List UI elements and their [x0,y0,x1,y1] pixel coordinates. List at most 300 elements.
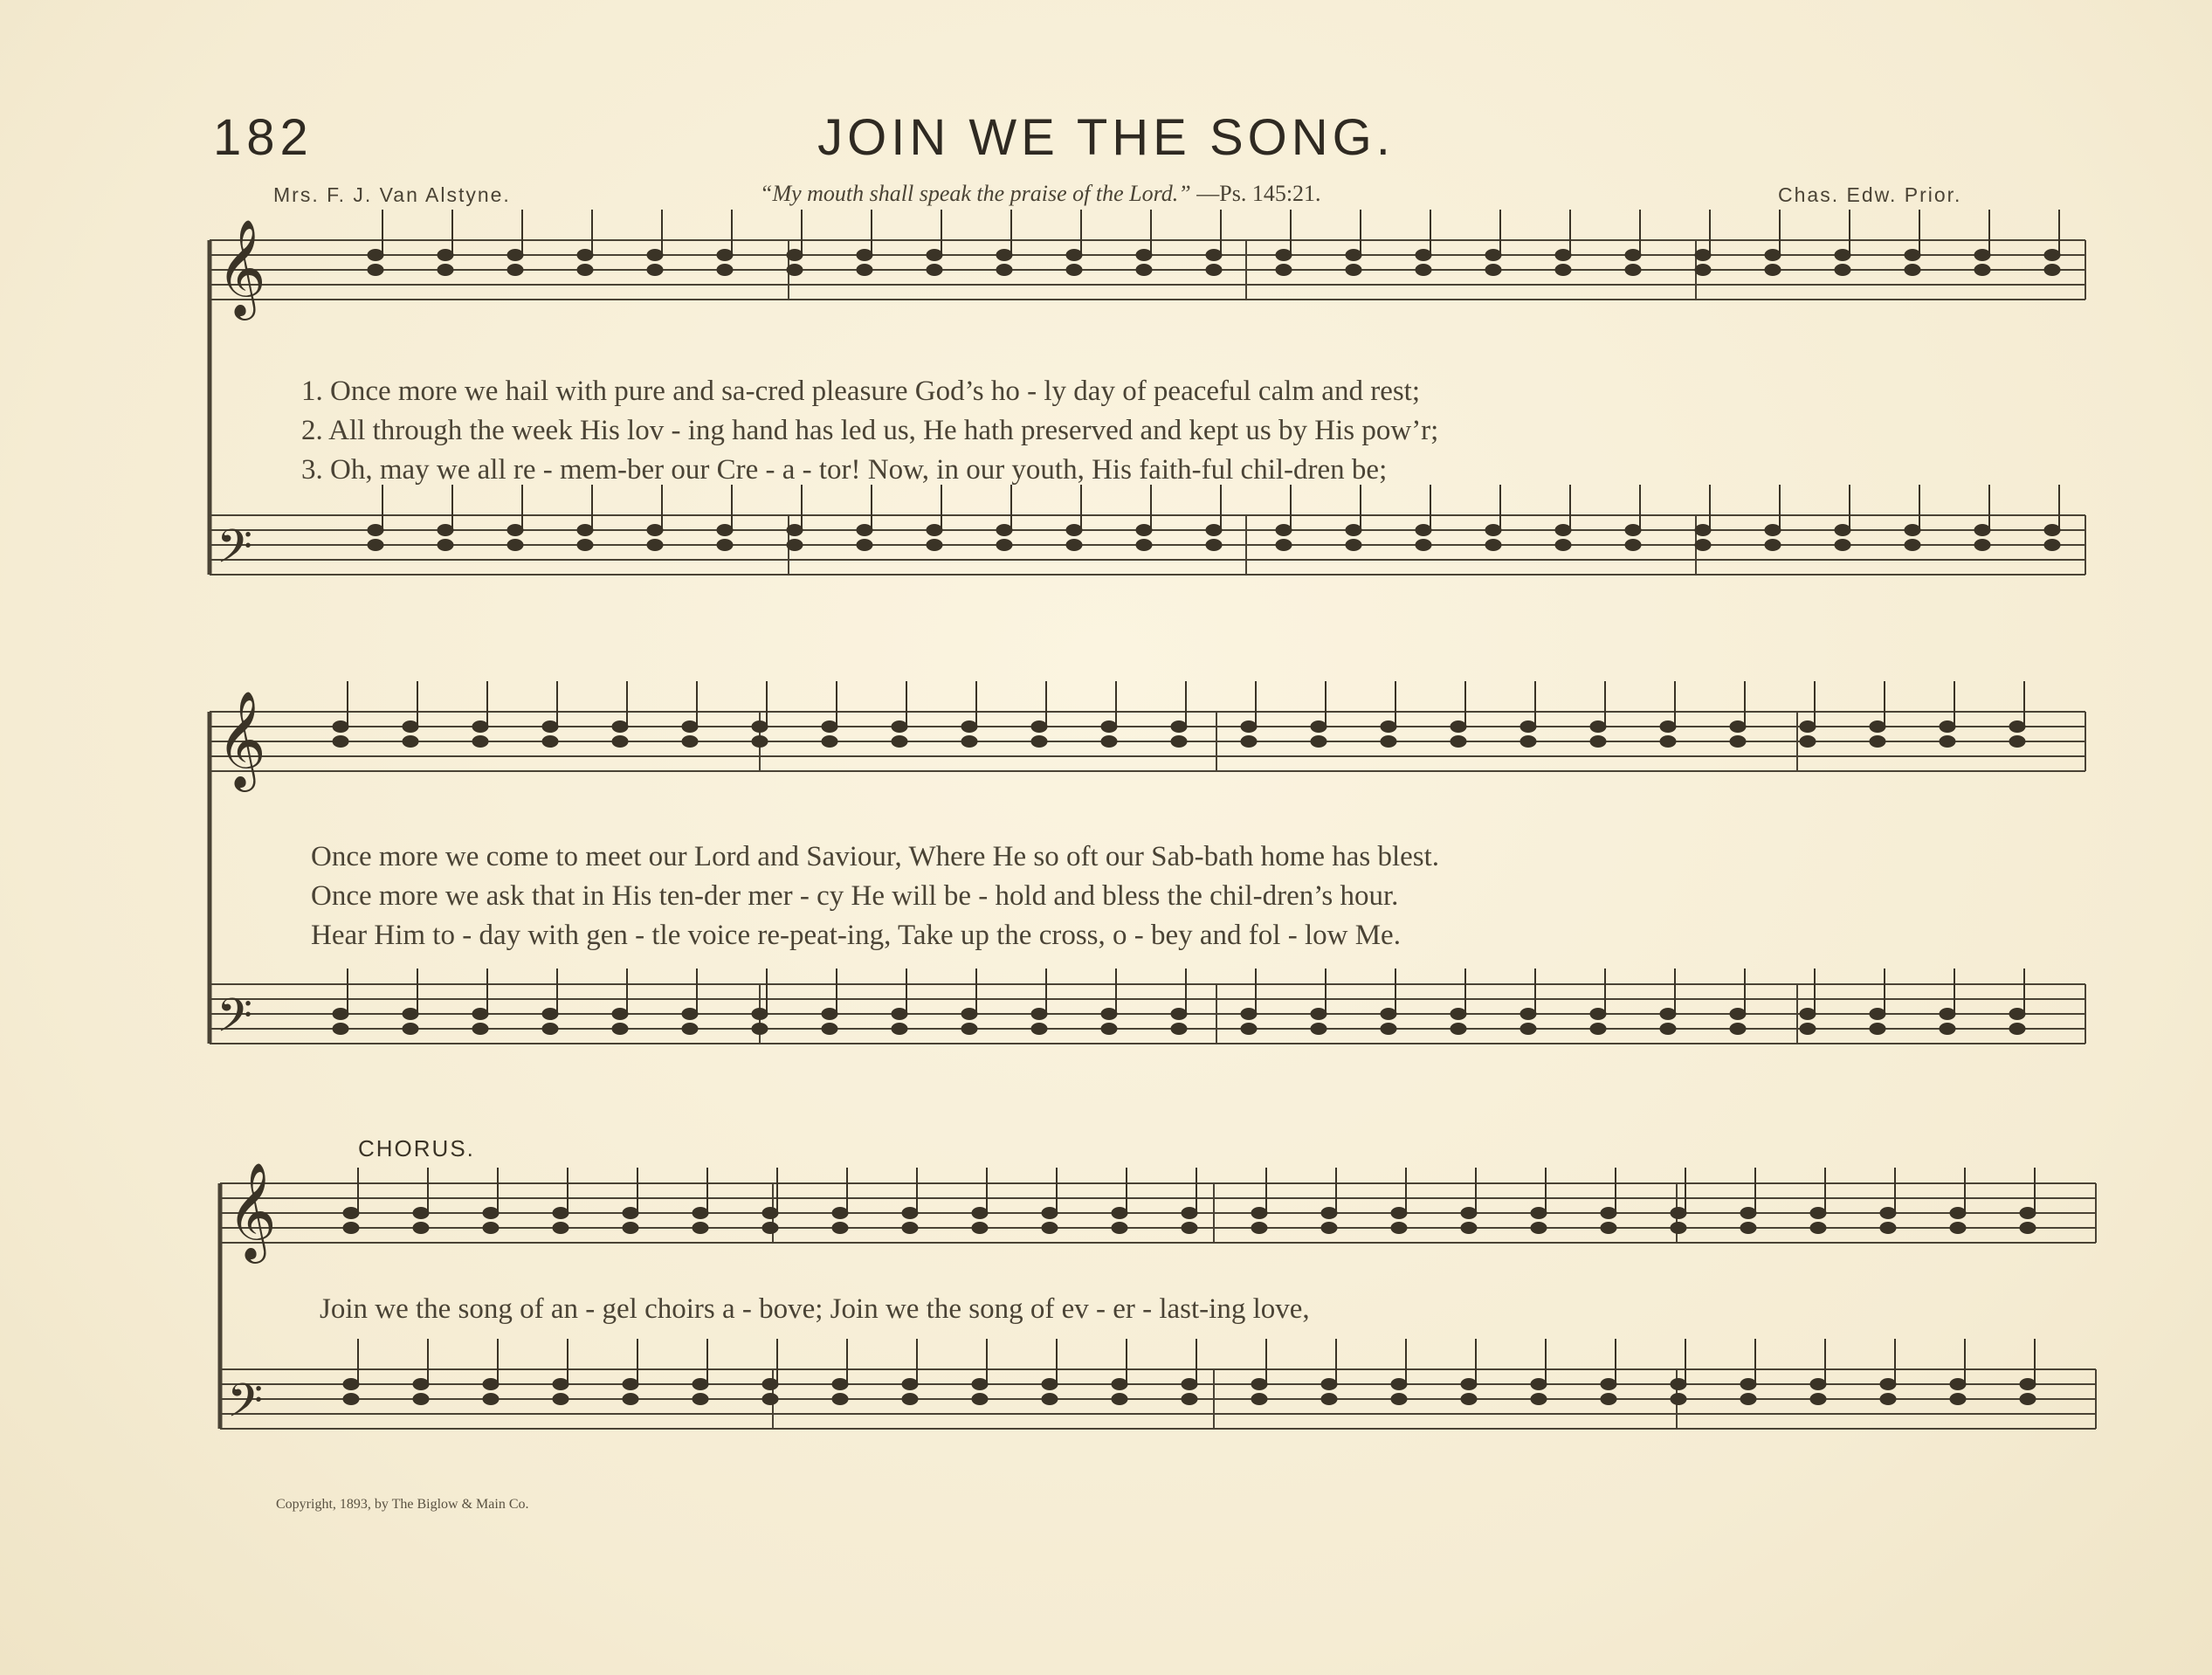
notehead [483,1394,499,1405]
notehead [1136,525,1152,536]
bass-clef: 𝄢 [217,989,253,1054]
notehead [2009,1024,2025,1035]
notehead [1206,525,1222,536]
notehead [1182,1379,1197,1390]
notehead [647,265,663,276]
notehead [1531,1208,1547,1219]
notehead [1276,250,1292,261]
notehead [1695,265,1711,276]
notehead [623,1394,638,1405]
verse-2-line-2: Once more we ask that in His ten-der mer - cy He will be - hold and bless the chil-dren’s hour. [311,880,1399,912]
notehead [438,250,453,261]
chorus-line-1: Join we the song of an - gel choirs a - bove; Join we the song of ev - er - last-ing love, [320,1293,1310,1325]
notehead [902,1208,918,1219]
notehead [717,540,733,551]
notehead [1810,1379,1826,1390]
copyright-notice: Copyright, 1893, by The Biglow & Main Co. [276,1497,529,1512]
notehead [1940,1009,1955,1020]
notehead [1461,1223,1477,1234]
notehead [1391,1223,1407,1234]
notehead [1671,1394,1686,1405]
notehead [577,540,593,551]
notehead [438,525,453,536]
notehead [1391,1379,1407,1390]
notehead [1800,736,1816,748]
notehead [1136,540,1152,551]
notehead [1321,1394,1337,1405]
notehead [403,736,418,748]
notehead [577,250,593,261]
notehead [1660,1009,1676,1020]
hymn-title: JOIN WE THE SONG. [817,109,1395,166]
notehead [472,1009,488,1020]
notehead [961,1024,977,1035]
notehead [1730,1024,1746,1035]
notehead [1206,265,1222,276]
notehead [2044,525,2060,536]
notehead [2009,721,2025,733]
notehead [1590,1024,1606,1035]
notehead [1810,1208,1826,1219]
notehead [2020,1208,2036,1219]
notehead [752,721,768,733]
notehead [787,250,803,261]
notehead [1660,736,1676,748]
verse-2-line-1: 2. All through the week His lov - ing hand has led us, He hath preserved and kept us by His pow’r; [301,415,1439,446]
notehead [1625,265,1641,276]
notehead [892,1024,907,1035]
notehead [787,265,803,276]
notehead [1042,1394,1058,1405]
notehead [832,1394,848,1405]
notehead [762,1394,778,1405]
notehead [927,265,942,276]
treble-clef: 𝄞 [227,1161,277,1259]
notehead [507,265,523,276]
notehead [832,1208,848,1219]
notehead [1625,250,1641,261]
notehead [1671,1208,1686,1219]
notehead [1660,1024,1676,1035]
notehead [472,1024,488,1035]
notehead [1601,1379,1616,1390]
notehead [1251,1394,1267,1405]
notehead [1451,1009,1466,1020]
notehead [996,540,1012,551]
notehead [333,1024,348,1035]
notehead [368,525,383,536]
notehead [1416,265,1431,276]
notehead [1451,1024,1466,1035]
notehead [822,1024,837,1035]
notehead [892,721,907,733]
notehead [1974,525,1990,536]
notehead [762,1379,778,1390]
notehead [892,736,907,748]
notehead [612,1009,628,1020]
notehead [1416,525,1431,536]
notehead [1182,1223,1197,1234]
notehead [1765,250,1781,261]
notehead [693,1223,708,1234]
notehead [1485,250,1501,261]
notehead [1171,1024,1187,1035]
notehead [1346,265,1361,276]
notehead [1066,525,1082,536]
notehead [1601,1223,1616,1234]
notehead [1031,1009,1047,1020]
notehead [623,1223,638,1234]
notehead [717,525,733,536]
notehead [1066,265,1082,276]
notehead [577,265,593,276]
notehead [927,540,942,551]
verse-3-line-1: 3. Oh, may we all re - mem-ber our Cre - a - tor! Now, in our youth, His faith-ful chil-dren be; [301,454,1388,486]
notehead [403,721,418,733]
notehead [1905,540,1920,551]
notehead [1671,1379,1686,1390]
notehead [1880,1208,1896,1219]
notehead [1311,736,1327,748]
notehead [1940,721,1955,733]
notehead [1740,1223,1756,1234]
notehead [1870,1009,1885,1020]
notehead [343,1379,359,1390]
notehead [1555,265,1571,276]
notehead [1950,1394,1966,1405]
notehead [1531,1379,1547,1390]
notehead [752,1024,768,1035]
notehead [1112,1379,1127,1390]
notehead [2020,1379,2036,1390]
notehead [1880,1394,1896,1405]
page-number: 182 [213,109,314,166]
notehead [972,1379,988,1390]
notehead [1346,525,1361,536]
notehead [1671,1223,1686,1234]
notehead [483,1379,499,1390]
notehead [1451,736,1466,748]
notehead [1101,721,1117,733]
notehead [1042,1208,1058,1219]
notehead [1800,1009,1816,1020]
notehead [1391,1394,1407,1405]
notehead [647,540,663,551]
notehead [1950,1379,1966,1390]
notehead [413,1223,429,1234]
notehead [438,540,453,551]
notehead [1555,525,1571,536]
notehead [1730,1009,1746,1020]
notehead [553,1379,569,1390]
notehead [333,736,348,748]
notehead [1974,540,1990,551]
notehead [1601,1394,1616,1405]
epigraph-quote: “My mouth shall speak the praise of the Lord.” [760,181,1191,206]
notehead [542,721,558,733]
notehead [857,250,872,261]
notehead [647,525,663,536]
notehead [1730,721,1746,733]
notehead [996,250,1012,261]
notehead [892,1009,907,1020]
notehead [693,1379,708,1390]
notehead [2044,250,2060,261]
notehead [972,1223,988,1234]
bass-clef: 𝄢 [227,1375,264,1439]
notehead [472,736,488,748]
notehead [413,1394,429,1405]
notehead [1870,736,1885,748]
notehead [2044,540,2060,551]
verse-1-line-2: Once more we come to meet our Lord and Saviour, Where He so oft our Sab-bath home has blest. [311,841,1440,872]
notehead [507,540,523,551]
notehead [1346,540,1361,551]
notehead [682,1024,698,1035]
notehead [553,1208,569,1219]
notehead [333,1009,348,1020]
notehead [483,1223,499,1234]
notehead [1276,540,1292,551]
notehead [1182,1208,1197,1219]
notehead [787,540,803,551]
notehead [1870,1024,1885,1035]
notehead [1835,265,1850,276]
notehead [972,1208,988,1219]
notehead [822,1009,837,1020]
notehead [682,1009,698,1020]
notehead [1974,265,1990,276]
notehead [1520,1024,1536,1035]
notehead [822,721,837,733]
notehead [1461,1379,1477,1390]
notehead [1531,1394,1547,1405]
notehead [1416,540,1431,551]
notehead [752,1009,768,1020]
notehead [857,265,872,276]
notehead [1485,265,1501,276]
notehead [857,525,872,536]
bass-clef: 𝄢 [217,520,253,585]
notehead [1870,721,1885,733]
chorus-label: CHORUS. [358,1135,475,1161]
notehead [1391,1208,1407,1219]
notehead [1461,1394,1477,1405]
notehead [1251,1379,1267,1390]
notehead [1031,736,1047,748]
notehead [1950,1208,1966,1219]
notehead [1555,540,1571,551]
notehead [542,1009,558,1020]
lyricist-credit: Mrs. F. J. Van Alstyne. [273,183,511,206]
notehead [902,1379,918,1390]
notehead [1381,1024,1396,1035]
notehead [333,721,348,733]
notehead [1590,736,1606,748]
notehead [1321,1223,1337,1234]
notehead [483,1208,499,1219]
notehead [1765,525,1781,536]
notehead [553,1223,569,1234]
notehead [542,736,558,748]
treble-clef: 𝄞 [217,218,266,316]
notehead [1740,1394,1756,1405]
notehead [1101,736,1117,748]
notehead [438,265,453,276]
notehead [507,250,523,261]
notehead [1950,1223,1966,1234]
notehead [343,1208,359,1219]
notehead [1695,540,1711,551]
notehead [1625,540,1641,551]
notehead [693,1208,708,1219]
notehead [1311,1009,1327,1020]
notehead [832,1379,848,1390]
notehead [1112,1394,1127,1405]
notehead [1066,250,1082,261]
notehead [1590,721,1606,733]
notehead [577,525,593,536]
notehead [1416,250,1431,261]
notehead [1730,736,1746,748]
notehead [1381,736,1396,748]
notehead [996,525,1012,536]
notehead [1171,721,1187,733]
notehead [1810,1223,1826,1234]
notehead [902,1394,918,1405]
notehead [927,250,942,261]
notehead [1880,1379,1896,1390]
notehead [961,736,977,748]
notehead [368,540,383,551]
notehead [1171,1009,1187,1020]
notehead [1601,1208,1616,1219]
notehead [368,250,383,261]
notehead [961,721,977,733]
notehead [1940,736,1955,748]
notehead [1171,736,1187,748]
notehead [1311,721,1327,733]
notehead [1031,1024,1047,1035]
notehead [1346,250,1361,261]
notehead [1485,525,1501,536]
notehead [1311,1024,1327,1035]
notehead [1251,1223,1267,1234]
notehead [682,721,698,733]
notehead [1695,525,1711,536]
notehead [752,736,768,748]
notehead [1695,250,1711,261]
notehead [1800,1024,1816,1035]
notehead [787,525,803,536]
notehead [2009,1009,2025,1020]
notehead [1066,540,1082,551]
notehead [902,1223,918,1234]
notehead [623,1208,638,1219]
notehead [762,1223,778,1234]
notehead [553,1394,569,1405]
notehead [413,1379,429,1390]
notehead [1835,250,1850,261]
notehead [1880,1223,1896,1234]
notehead [717,265,733,276]
notehead [623,1379,638,1390]
verse-3-line-2: Hear Him to - day with gen - tle voice re-peat-ing, Take up the cross, o - bey and fol - low Me. [311,920,1401,951]
notehead [1276,525,1292,536]
notehead [2020,1223,2036,1234]
notehead [972,1394,988,1405]
notehead [1241,1024,1257,1035]
notehead [1485,540,1501,551]
notehead [472,721,488,733]
notehead [1241,721,1257,733]
notehead [1461,1208,1477,1219]
notehead [1042,1379,1058,1390]
notehead [1251,1208,1267,1219]
notehead [403,1009,418,1020]
notehead [1590,1009,1606,1020]
notehead [343,1394,359,1405]
notehead [1765,540,1781,551]
notehead [2009,736,2025,748]
notehead [368,265,383,276]
notehead [1835,525,1850,536]
notehead [612,736,628,748]
notehead [1905,265,1920,276]
notehead [1381,721,1396,733]
notehead [1740,1208,1756,1219]
verse-1-line-1: 1. Once more we hail with pure and sa-cred pleasure God’s ho - ly day of peaceful calm and rest; [301,376,1421,407]
notehead [1451,721,1466,733]
notehead [1810,1394,1826,1405]
notehead [1381,1009,1396,1020]
notehead [1625,525,1641,536]
notehead [1136,265,1152,276]
notehead [1520,736,1536,748]
notehead [1276,265,1292,276]
notehead [1206,250,1222,261]
notehead [1974,250,1990,261]
notehead [542,1024,558,1035]
notehead [1112,1223,1127,1234]
notehead [682,736,698,748]
notehead [2020,1394,2036,1405]
notehead [1520,721,1536,733]
notehead [1905,525,1920,536]
notehead [1765,265,1781,276]
notehead [612,721,628,733]
notehead [413,1208,429,1219]
notehead [762,1208,778,1219]
composer-credit: Chas. Edw. Prior. [1778,183,1962,206]
notehead [961,1009,977,1020]
notehead [343,1223,359,1234]
notehead [996,265,1012,276]
notehead [403,1024,418,1035]
epigraph-reference: —Ps. 145:21. [1196,181,1321,206]
treble-clef: 𝄞 [217,690,266,788]
notehead [832,1223,848,1234]
notehead [1740,1379,1756,1390]
notehead [1101,1009,1117,1020]
notehead [1101,1024,1117,1035]
notehead [1241,736,1257,748]
notehead [1136,250,1152,261]
notehead [1660,721,1676,733]
notehead [822,736,837,748]
notehead [1531,1223,1547,1234]
notehead [1206,540,1222,551]
